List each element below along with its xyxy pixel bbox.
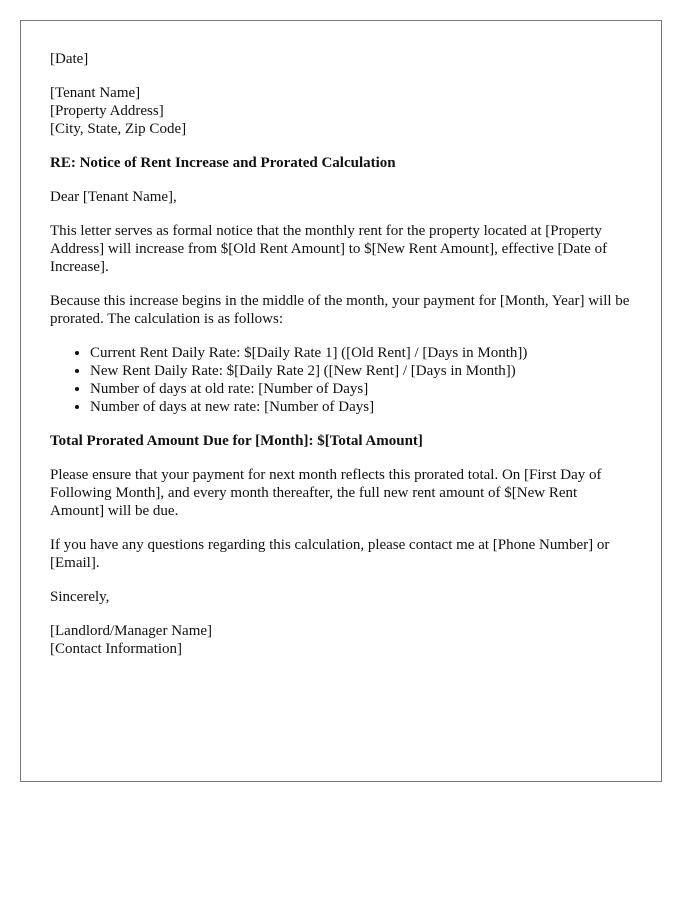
landlord-name: [Landlord/Manager Name]: [50, 623, 213, 639]
list-item: • New Rent Daily Rate: $[Daily Rate 2] ([New Rent] / [Days in Month]): [90, 362, 632, 380]
paragraph-contact: [50, 536, 632, 572]
letter-page: [20, 20, 662, 782]
notice-paragraph: This letter serves as formal notice that the monthly rent for the property located at [Property Address] will increase from $[Old Rent Amount] to $[New Rent Amount], effective [Date of Increase].: [50, 223, 608, 275]
salutation: Dear [Tenant Name],: [50, 189, 177, 205]
subject-line: RE: Notice of Rent Increase and Prorated Calculation: [50, 155, 396, 171]
date-block: [50, 50, 632, 68]
list-item: • Number of days at new rate: [Number of Days]: [90, 398, 632, 416]
list-item: • Current Rent Daily Rate: $[Daily Rate 1] ([Old Rent] / [Days in Month]): [90, 344, 632, 362]
letter-date: [Date]: [50, 51, 89, 67]
calculation-list: [50, 344, 632, 416]
tenant-address-block: [50, 84, 632, 138]
city-state-zip: [City, State, Zip Code]: [50, 121, 187, 137]
list-item: • Number of days at old rate: [Number of Days]: [90, 380, 632, 398]
closing-block: [50, 588, 632, 606]
property-address: [Property Address]: [50, 103, 164, 119]
tenant-name: [Tenant Name]: [50, 85, 141, 101]
subject-block: [50, 154, 632, 172]
total-amount-line: Total Prorated Amount Due for [Month]: $[Total Amount]: [50, 433, 423, 449]
contact-information: [Contact Information]: [50, 641, 183, 657]
paragraph-notice: [50, 222, 632, 276]
closing: Sincerely,: [50, 589, 110, 605]
proration-paragraph: Because this increase begins in the middle of the month, your payment for [Month, Year] will be prorated. The calculation is as follows:: [50, 293, 630, 327]
signature-block: [50, 622, 632, 658]
payment-paragraph: Please ensure that your payment for next month reflects this prorated total. On [First Day of Following Month], and every month thereafter, the full new rent amount of $[New Rent Amount] will be due.: [50, 467, 602, 519]
contact-paragraph: If you have any questions regarding this calculation, please contact me at [Phone Number] or [Email].: [50, 537, 610, 571]
total-block: [50, 432, 632, 450]
paragraph-proration: [50, 292, 632, 328]
salutation-block: [50, 188, 632, 206]
paragraph-payment: [50, 466, 632, 520]
